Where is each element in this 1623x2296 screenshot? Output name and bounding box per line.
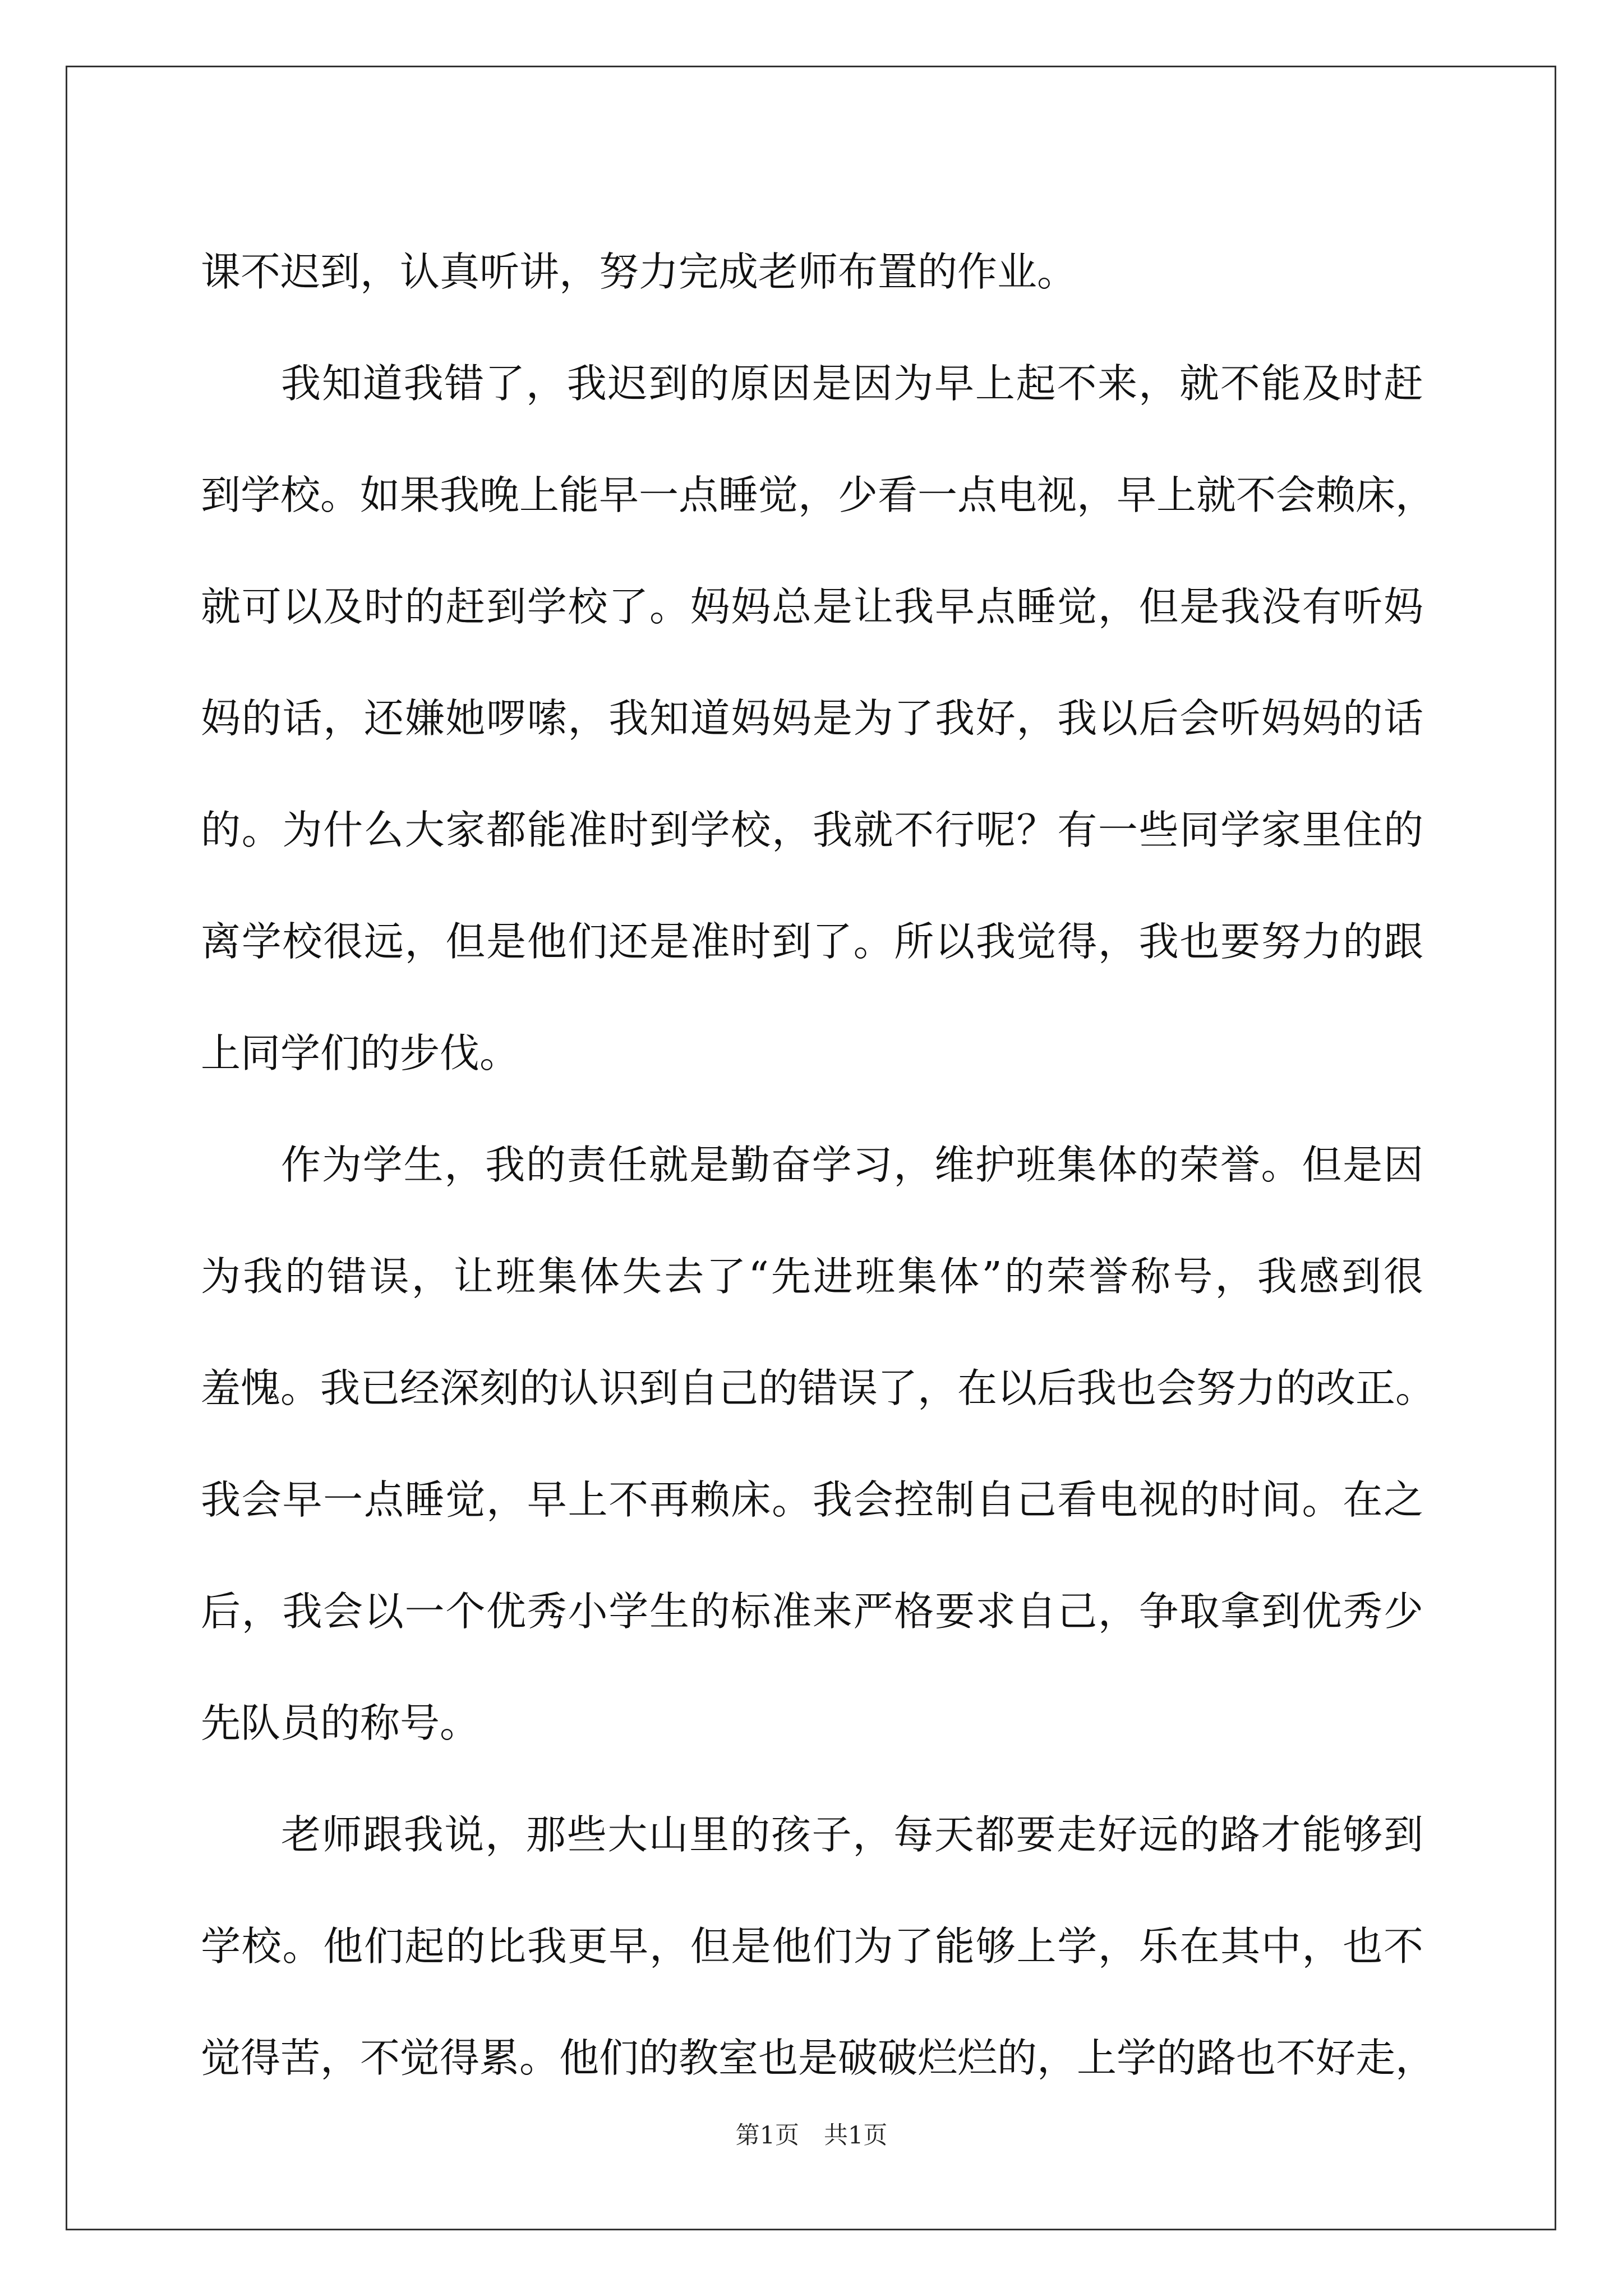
text-line: 就可以及时的赶到学校了。妈妈总是让我早点睡觉，但是我没有听妈 [201, 583, 1423, 630]
document-body [201, 216, 1436, 2114]
text-line: 先队员的称号。 [201, 1700, 480, 1746]
text-line: 到学校。如果我晚上能早一点睡觉，少看一点电视，早上就不会赖床， [201, 472, 1436, 518]
page-footer [0, 2122, 1623, 2150]
text-line: 妈的话，还嫌她啰嗦，我知道妈妈是为了我好，我以后会听妈妈的话 [201, 695, 1423, 742]
page-total: 共1页 [824, 2122, 888, 2150]
text-line: 为我的错误，让班集体失去了“先进班集体”的荣誉称号，我感到很 [201, 1253, 1423, 1300]
page-number: 第1页 [735, 2122, 799, 2150]
text-line: 羞愧。我已经深刻的认识到自己的错误了，在以后我也会努力的改正。 [201, 1365, 1436, 1411]
text-line: 的。为什么大家都能准时到学校，我就不行呢？有一些同学家里住的 [201, 807, 1423, 853]
text-line: 上同学们的步伐。 [201, 1030, 520, 1076]
paragraph-start-line: 作为学生，我的责任就是勤奋学习，维护班集体的荣誉。但是因 [281, 1142, 1423, 1188]
text-line: 学校。他们起的比我更早，但是他们为了能够上学，乐在其中，也不 [201, 1923, 1423, 1970]
paragraph-start-line: 我知道我错了，我迟到的原因是因为早上起不来，就不能及时赶 [281, 360, 1423, 407]
text-line: 我会早一点睡觉，早上不再赖床。我会控制自己看电视的时间。在之 [201, 1476, 1423, 1523]
paragraph-start-line: 老师跟我说，那些大山里的孩子，每天都要走好远的路才能够到 [281, 1811, 1423, 1858]
text-line: 课不迟到，认真听讲，努力完成老师布置的作业。 [201, 249, 1077, 295]
text-line: 后，我会以一个优秀小学生的标准来严格要求自己，争取拿到优秀少 [201, 1588, 1423, 1635]
text-line: 觉得苦，不觉得累。他们的教室也是破破烂烂的，上学的路也不好走， [201, 2035, 1436, 2081]
text-line: 离学校很远，但是他们还是准时到了。所以我觉得，我也要努力的跟 [201, 918, 1423, 965]
